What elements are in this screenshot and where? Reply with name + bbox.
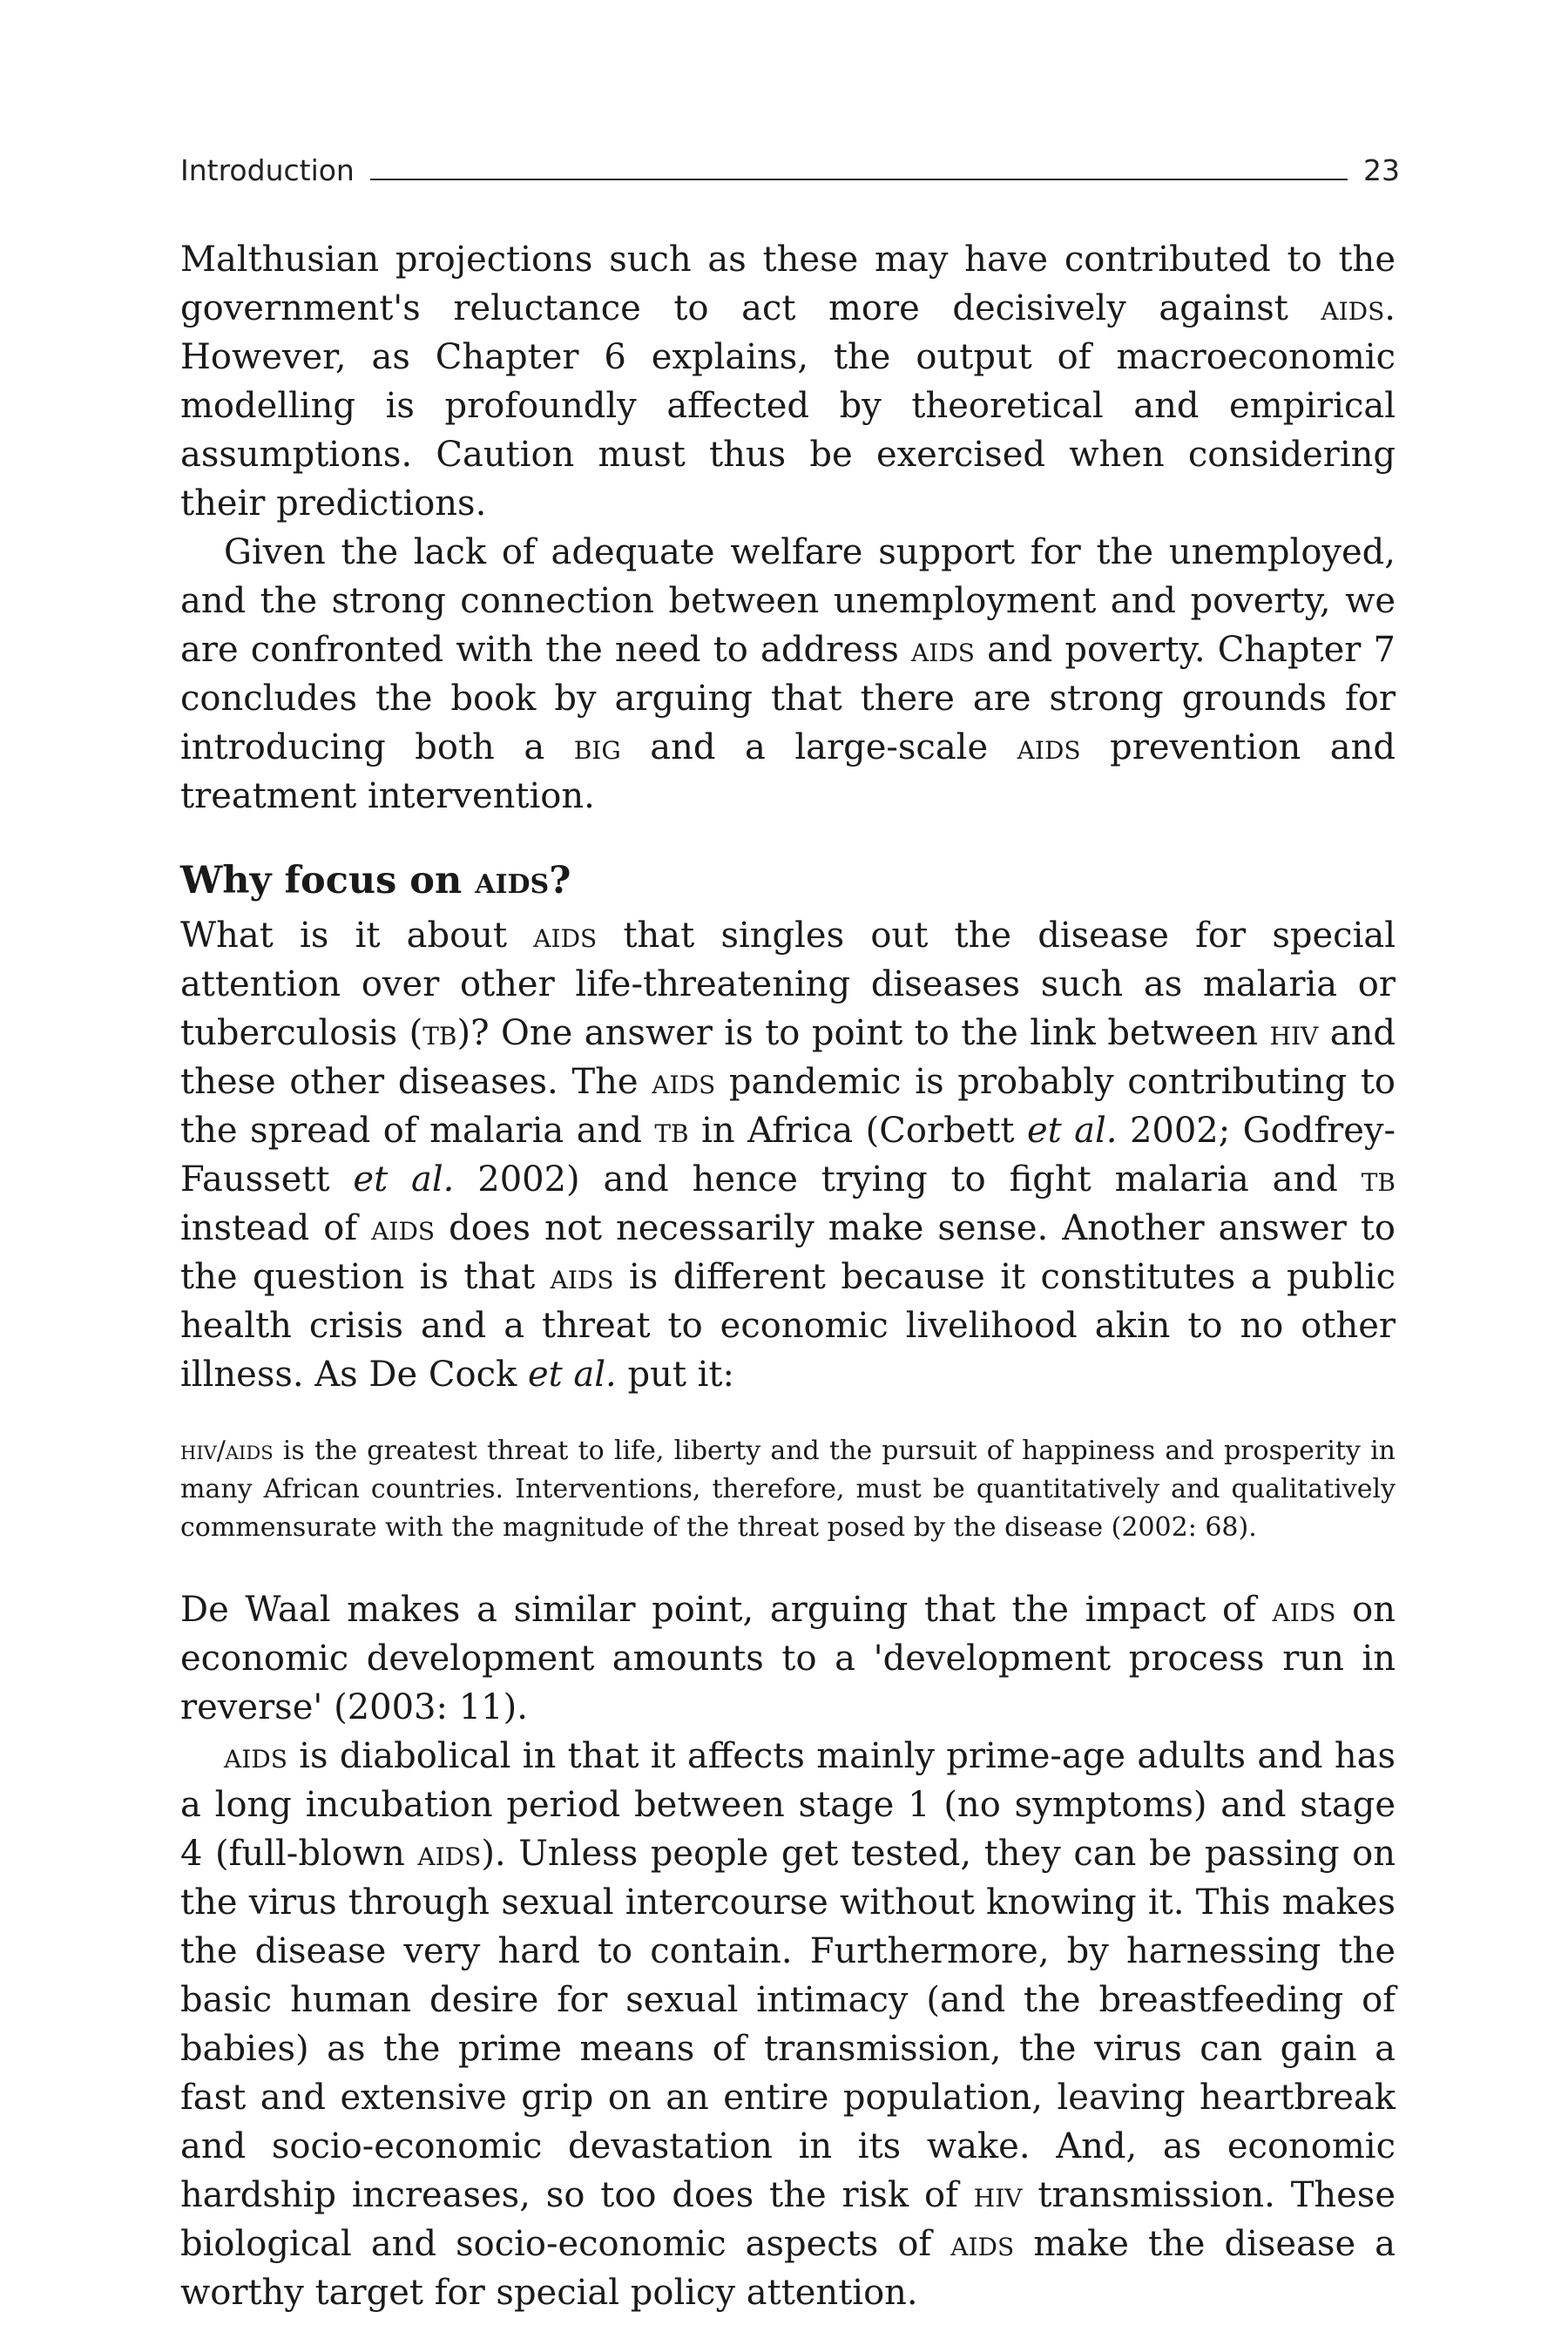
block-quote xyxy=(180,1432,1396,1547)
text-run: What is it about xyxy=(180,916,534,956)
section-title: Introduction xyxy=(180,153,355,187)
acronym: aids xyxy=(550,1257,614,1297)
page-number: 23 xyxy=(1363,153,1400,187)
acronym: tb xyxy=(654,1111,689,1151)
running-head xyxy=(180,144,1400,187)
acronym: aids xyxy=(533,916,598,956)
text-run: De Waal makes a similar point, arguing that the impact of xyxy=(180,1590,1273,1630)
text-run: ? xyxy=(549,859,571,902)
acronym: hiv xyxy=(180,1436,217,1466)
acronym: big xyxy=(573,727,621,767)
text-run: / xyxy=(216,1436,226,1466)
text-run: in Africa (Corbett xyxy=(688,1111,1027,1151)
acronym: aids xyxy=(1321,288,1385,328)
acronym: aids xyxy=(224,1736,287,1776)
acronym: aids xyxy=(652,1062,716,1102)
acronym: aids xyxy=(911,630,975,670)
text-run: ). Unless people get tested, they can be passing on the virus through sexual intercourse without knowing it. This makes the disease very hard to contain. Furthermore, by harnessing the basic human desire for sexual intimacy (and the breastfeeding of babies) as the prime means of transmission, the virus can gain a fast and extensive grip on an entire population, leaving heartbreak and socio-economic devastation in its wake. And, as economic hardship increases, so too does the risk of xyxy=(180,1834,1396,2215)
text-run: instead of xyxy=(180,1208,372,1248)
paragraph-1 xyxy=(180,235,1396,528)
body-text xyxy=(180,235,1396,2317)
text-run: make the disease a worthy target for special policy attention. xyxy=(180,2224,1396,2313)
acronym: aids xyxy=(950,2224,1015,2264)
text-run: put it: xyxy=(616,1355,734,1395)
paragraph-4 xyxy=(180,1585,1396,1732)
acronym: tb xyxy=(1361,1159,1396,1200)
text-run: is different because it constitutes a public health crisis and a threat to economic livelihood akin to no other illness. As De Cock xyxy=(180,1257,1396,1395)
text-run: pandemic is probably contributing to the spread of malaria and xyxy=(180,1062,1396,1151)
acronym: aids xyxy=(225,1436,274,1466)
section-heading xyxy=(180,855,1396,906)
text-run: Malthusian projections such as these may have contributed to the government's reluctance to act more decisively against xyxy=(180,240,1396,328)
acronym: aids xyxy=(1272,1590,1336,1630)
text-run: and a large-scale xyxy=(620,727,1017,767)
text-run: is the greatest threat to life, liberty and the pursuit of happiness and prosperity in many African countries. Interventions, therefore, must be quantitatively and qualitatively commensurate with the magnitude of the threat posed by the disease (2002: 68). xyxy=(180,1436,1396,1543)
paragraph-3 xyxy=(180,911,1396,1399)
text-run: Given the lack of adequate welfare support for the unemployed, and the strong connection between unemployment and poverty, we are confronted with the need to address xyxy=(180,532,1396,670)
text-run: that singles out the disease for special attention over other life-threatening diseases such as malaria or tuberculosis ( xyxy=(180,916,1396,1053)
paragraph-2 xyxy=(180,528,1396,821)
acronym: hiv xyxy=(1269,1013,1319,1053)
text-run: and poverty. Chapter 7 concludes the book by arguing that there are strong grounds for introducing both a xyxy=(180,630,1396,767)
header-rule xyxy=(370,179,1348,180)
text-run: Why focus on xyxy=(180,859,476,902)
acronym: aids xyxy=(475,859,550,902)
text-run: 2002; Godfrey-Faussett xyxy=(180,1111,1396,1200)
text-run: is diabolical in that it affects mainly prime-age adults and has a long incubation period between stage 1 (no symptoms) and stage 4 (full-blown xyxy=(180,1736,1396,1874)
text-run: 2002) and hence trying to fight malaria and xyxy=(454,1159,1362,1200)
citation-etal: et al. xyxy=(353,1159,455,1200)
citation-etal: et al. xyxy=(1026,1111,1118,1151)
text-run: does not necessarily make sense. Another answer to the question is that xyxy=(180,1208,1396,1297)
text-run: . However, as Chapter 6 explains, the output of macroeconomic modelling is profoundly affected by theoretical and empirical assumptions. Caution must thus be exercised when considering their predictions. xyxy=(180,288,1396,524)
acronym: tb xyxy=(422,1013,457,1053)
text-run: and these other diseases. The xyxy=(180,1013,1396,1102)
text-run: on economic development amounts to a 'development process run in reverse' (2003: 11). xyxy=(180,1590,1396,1727)
text-run: )? One answer is to point to the link between xyxy=(456,1013,1270,1053)
acronym: hiv xyxy=(973,2175,1023,2215)
acronym: aids xyxy=(371,1208,436,1248)
text-run: transmission. These biological and socio-economic aspects of xyxy=(180,2175,1396,2264)
acronym: aids xyxy=(417,1834,482,1874)
citation-etal: et al. xyxy=(527,1355,617,1395)
acronym: aids xyxy=(1017,727,1081,767)
paragraph-5 xyxy=(180,1732,1396,2317)
text-run: prevention and treatment intervention. xyxy=(180,727,1396,816)
